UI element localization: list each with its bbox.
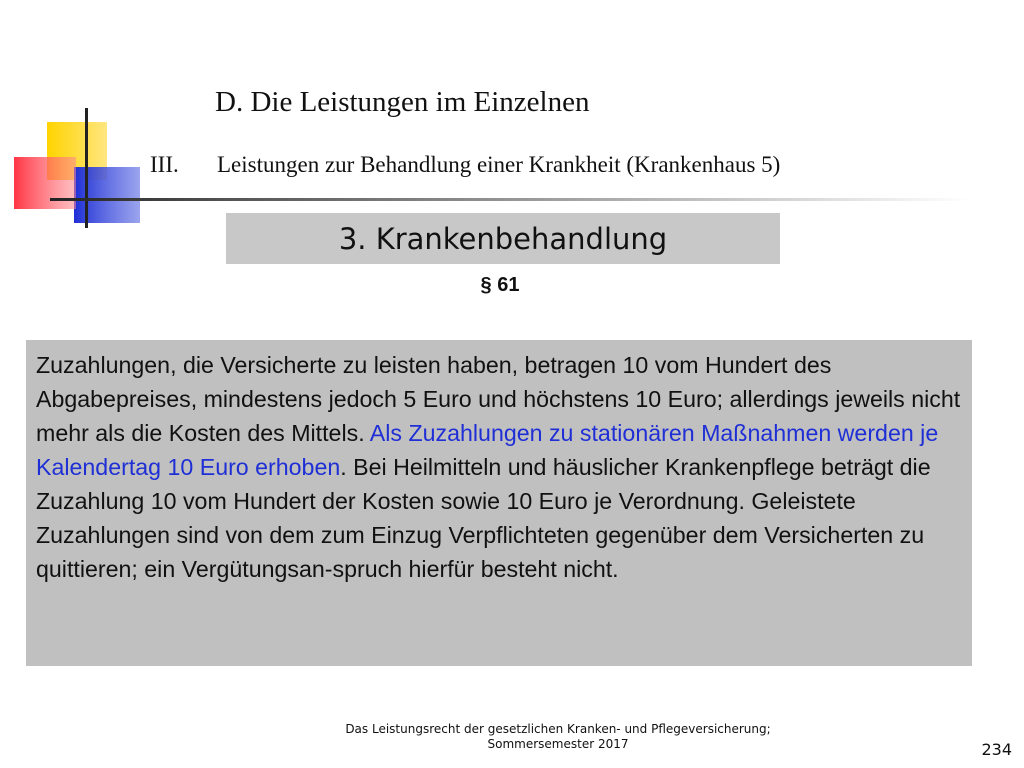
paragraph-reference: § 61 bbox=[480, 274, 520, 296]
slide-subtitle bbox=[150, 152, 780, 178]
body-text-box bbox=[26, 340, 972, 666]
subtitle-number: III. bbox=[150, 152, 179, 177]
page-number: 234 bbox=[981, 740, 1012, 759]
slide-footer bbox=[318, 722, 798, 752]
section-heading-box bbox=[226, 213, 780, 264]
subtitle-text: Leistungen zur Behandlung einer Krankheit (Krankenhaus 5) bbox=[217, 152, 781, 177]
deco-red-square bbox=[14, 157, 76, 209]
decorative-logo bbox=[0, 0, 1024, 240]
footer-line-1: Das Leistungsrecht der gesetzlichen Kranken- und Pflegeversicherung; bbox=[345, 722, 771, 736]
body-text-part2: . Bei Heilmitteln und häuslicher Krankenpflege beträgt die Zuzahlung 10 vom Hundert der Kosten sowie 10 Euro je Verordnung. Geleistete Zuzahlungen sind von dem zum Einzug Verpflichteten gegenüber dem Versicherten zu quittieren; ein Vergütungsan-spruch hierfür besteht nicht. bbox=[36, 454, 931, 582]
section-heading: 3. Krankenbehandlung bbox=[338, 221, 668, 256]
deco-blue-square bbox=[74, 167, 140, 223]
body-text-highlight: Als Zuzahlungen zu stationären Maßnahmen werden je Kalendertag 10 Euro erhoben bbox=[36, 420, 939, 480]
slide-title: D. Die Leistungen im Einzelnen bbox=[215, 86, 590, 118]
footer-line-2: Sommersemester 2017 bbox=[487, 737, 629, 751]
body-text-part1: Zuzahlungen, die Versicherte zu leisten haben, betragen 10 vom Hundert des Abgabepreises, mindestens jedoch 5 Euro und höchstens 10 Euro; allerdings jeweils nicht mehr als die Kosten des Mittels. bbox=[36, 352, 961, 446]
deco-vertical-line bbox=[85, 108, 88, 228]
deco-horizontal-line bbox=[50, 198, 970, 201]
